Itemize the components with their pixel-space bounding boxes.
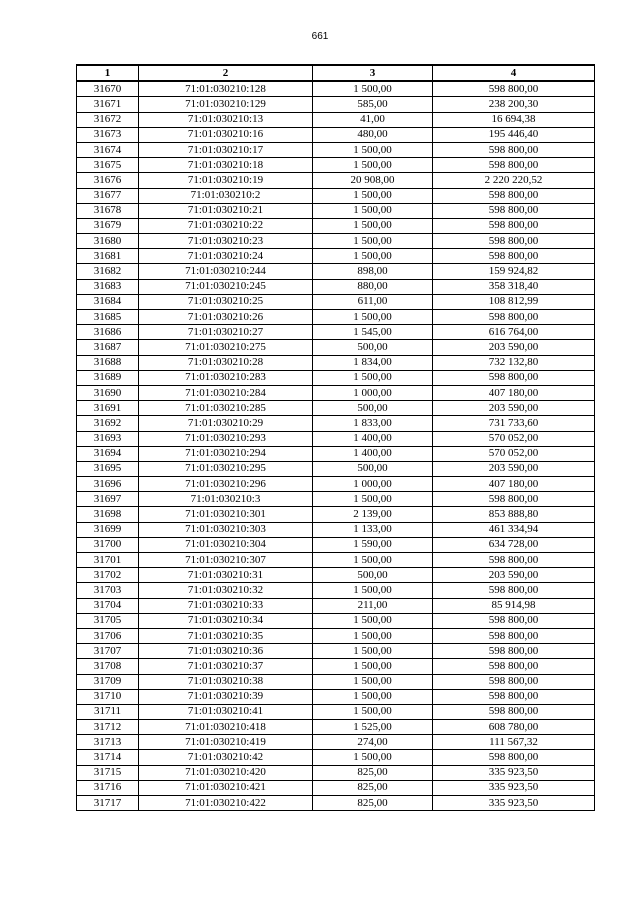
table-row — [77, 553, 595, 568]
cadastral-id-cell: 71:01:030210:128 — [139, 81, 313, 97]
cadastral-id-cell: 71:01:030210:275 — [139, 340, 313, 355]
table-row — [77, 203, 595, 218]
area-cell: 1 834,00 — [313, 355, 433, 370]
row-number-cell: 31681 — [77, 249, 139, 264]
column-header-value: 4 — [433, 65, 595, 81]
table-row — [77, 127, 595, 142]
area-cell: 1 500,00 — [313, 492, 433, 507]
cadastral-id-cell: 71:01:030210:17 — [139, 142, 313, 157]
value-cell: 598 800,00 — [433, 218, 595, 233]
value-cell: 335 923,50 — [433, 780, 595, 795]
row-number-cell: 31700 — [77, 537, 139, 552]
value-cell: 598 800,00 — [433, 553, 595, 568]
row-number-cell: 31711 — [77, 704, 139, 719]
table-row — [77, 173, 595, 188]
table-row — [77, 568, 595, 583]
row-number-cell: 31672 — [77, 112, 139, 127]
cadastral-id-cell: 71:01:030210:23 — [139, 234, 313, 249]
row-number-cell: 31676 — [77, 173, 139, 188]
value-cell: 598 800,00 — [433, 704, 595, 719]
row-number-cell: 31688 — [77, 355, 139, 370]
table-row — [77, 492, 595, 507]
area-cell: 825,00 — [313, 780, 433, 795]
value-cell: 598 800,00 — [433, 492, 595, 507]
row-number-cell: 31699 — [77, 522, 139, 537]
area-cell: 1 500,00 — [313, 142, 433, 157]
value-cell: 598 800,00 — [433, 370, 595, 385]
area-cell: 1 000,00 — [313, 477, 433, 492]
table-row — [77, 598, 595, 613]
table-body — [77, 81, 595, 811]
row-number-cell: 31679 — [77, 218, 139, 233]
row-number-cell: 31692 — [77, 416, 139, 431]
value-cell: 616 764,00 — [433, 325, 595, 340]
cadastral-id-cell: 71:01:030210:35 — [139, 628, 313, 643]
cadastral-id-cell: 71:01:030210:28 — [139, 355, 313, 370]
value-cell: 108 812,99 — [433, 294, 595, 309]
area-cell: 1 590,00 — [313, 537, 433, 552]
cadastral-id-cell: 71:01:030210:26 — [139, 310, 313, 325]
value-cell: 598 800,00 — [433, 158, 595, 173]
area-cell: 1 133,00 — [313, 522, 433, 537]
area-cell: 274,00 — [313, 735, 433, 750]
row-number-cell: 31677 — [77, 188, 139, 203]
value-cell: 853 888,80 — [433, 507, 595, 522]
value-cell: 598 800,00 — [433, 674, 595, 689]
row-number-cell: 31703 — [77, 583, 139, 598]
row-number-cell: 31707 — [77, 644, 139, 659]
row-number-cell: 31678 — [77, 203, 139, 218]
table-row — [77, 461, 595, 476]
table-row — [77, 81, 595, 97]
area-cell: 1 500,00 — [313, 583, 433, 598]
cadastral-id-cell: 71:01:030210:420 — [139, 765, 313, 780]
value-cell: 732 132,80 — [433, 355, 595, 370]
value-cell: 731 733,60 — [433, 416, 595, 431]
area-cell: 1 833,00 — [313, 416, 433, 431]
value-cell: 598 800,00 — [433, 628, 595, 643]
area-cell: 1 500,00 — [313, 370, 433, 385]
cadastral-id-cell: 71:01:030210:419 — [139, 735, 313, 750]
table-row — [77, 720, 595, 735]
column-header-area: 3 — [313, 65, 433, 81]
table-row — [77, 370, 595, 385]
row-number-cell: 31673 — [77, 127, 139, 142]
area-cell: 1 500,00 — [313, 674, 433, 689]
row-number-cell: 31698 — [77, 507, 139, 522]
cadastral-id-cell: 71:01:030210:295 — [139, 461, 313, 476]
table-row — [77, 674, 595, 689]
cadastral-id-cell: 71:01:030210:284 — [139, 385, 313, 400]
cadastral-id-cell: 71:01:030210:303 — [139, 522, 313, 537]
area-cell: 500,00 — [313, 401, 433, 416]
row-number-cell: 31686 — [77, 325, 139, 340]
table-row — [77, 644, 595, 659]
value-cell: 16 694,38 — [433, 112, 595, 127]
cadastral-id-cell: 71:01:030210:293 — [139, 431, 313, 446]
value-cell: 203 590,00 — [433, 461, 595, 476]
row-number-cell: 31702 — [77, 568, 139, 583]
row-number-cell: 31713 — [77, 735, 139, 750]
row-number-cell: 31716 — [77, 780, 139, 795]
table-row — [77, 325, 595, 340]
cadastral-id-cell: 71:01:030210:2 — [139, 188, 313, 203]
area-cell: 1 545,00 — [313, 325, 433, 340]
cadastral-id-cell: 71:01:030210:21 — [139, 203, 313, 218]
cadastral-id-cell: 71:01:030210:25 — [139, 294, 313, 309]
area-cell: 41,00 — [313, 112, 433, 127]
value-cell: 598 800,00 — [433, 142, 595, 157]
cadastral-id-cell: 71:01:030210:16 — [139, 127, 313, 142]
area-cell: 1 500,00 — [313, 704, 433, 719]
area-cell: 1 500,00 — [313, 689, 433, 704]
cadastral-id-cell: 71:01:030210:38 — [139, 674, 313, 689]
area-cell: 1 500,00 — [313, 644, 433, 659]
value-cell: 598 800,00 — [433, 644, 595, 659]
table-row — [77, 583, 595, 598]
table-row — [77, 218, 595, 233]
value-cell: 85 914,98 — [433, 598, 595, 613]
table-row — [77, 704, 595, 719]
area-cell: 1 500,00 — [313, 310, 433, 325]
row-number-cell: 31674 — [77, 142, 139, 157]
value-cell: 203 590,00 — [433, 568, 595, 583]
value-cell: 358 318,40 — [433, 279, 595, 294]
table-row — [77, 279, 595, 294]
table-row — [77, 780, 595, 795]
area-cell: 20 908,00 — [313, 173, 433, 188]
table-row — [77, 188, 595, 203]
cadastral-id-cell: 71:01:030210:421 — [139, 780, 313, 795]
area-cell: 500,00 — [313, 461, 433, 476]
table-row — [77, 142, 595, 157]
area-cell: 585,00 — [313, 97, 433, 112]
cadastral-id-cell: 71:01:030210:31 — [139, 568, 313, 583]
table-row — [77, 385, 595, 400]
value-cell: 195 446,40 — [433, 127, 595, 142]
cadastral-value-table — [76, 64, 595, 811]
area-cell: 1 400,00 — [313, 446, 433, 461]
row-number-cell: 31693 — [77, 431, 139, 446]
row-number-cell: 31717 — [77, 796, 139, 811]
area-cell: 898,00 — [313, 264, 433, 279]
table-row — [77, 446, 595, 461]
area-cell: 1 500,00 — [313, 628, 433, 643]
row-number-cell: 31706 — [77, 628, 139, 643]
value-cell: 407 180,00 — [433, 385, 595, 400]
cadastral-id-cell: 71:01:030210:129 — [139, 97, 313, 112]
area-cell: 1 500,00 — [313, 158, 433, 173]
row-number-cell: 31710 — [77, 689, 139, 704]
table-row — [77, 112, 595, 127]
cadastral-id-cell: 71:01:030210:41 — [139, 704, 313, 719]
cadastral-id-cell: 71:01:030210:39 — [139, 689, 313, 704]
cadastral-id-cell: 71:01:030210:24 — [139, 249, 313, 264]
area-cell: 880,00 — [313, 279, 433, 294]
area-cell: 480,00 — [313, 127, 433, 142]
area-cell: 1 500,00 — [313, 188, 433, 203]
table-row — [77, 340, 595, 355]
area-cell: 2 139,00 — [313, 507, 433, 522]
area-cell: 211,00 — [313, 598, 433, 613]
row-number-cell: 31671 — [77, 97, 139, 112]
table-row — [77, 765, 595, 780]
value-cell: 598 800,00 — [433, 689, 595, 704]
row-number-cell: 31685 — [77, 310, 139, 325]
value-cell: 238 200,30 — [433, 97, 595, 112]
value-cell: 570 052,00 — [433, 446, 595, 461]
row-number-cell: 31712 — [77, 720, 139, 735]
value-cell: 203 590,00 — [433, 401, 595, 416]
table-row — [77, 796, 595, 811]
row-number-cell: 31704 — [77, 598, 139, 613]
table-row — [77, 310, 595, 325]
row-number-cell: 31695 — [77, 461, 139, 476]
table-row — [77, 234, 595, 249]
table-row — [77, 613, 595, 628]
table-row — [77, 431, 595, 446]
cadastral-id-cell: 71:01:030210:296 — [139, 477, 313, 492]
value-cell: 598 800,00 — [433, 659, 595, 674]
value-cell: 598 800,00 — [433, 203, 595, 218]
area-cell: 1 500,00 — [313, 659, 433, 674]
cadastral-id-cell: 71:01:030210:3 — [139, 492, 313, 507]
area-cell: 825,00 — [313, 765, 433, 780]
page-number: 661 — [311, 31, 329, 42]
table-row — [77, 477, 595, 492]
value-cell: 598 800,00 — [433, 583, 595, 598]
table-row — [77, 355, 595, 370]
row-number-cell: 31709 — [77, 674, 139, 689]
cadastral-id-cell: 71:01:030210:27 — [139, 325, 313, 340]
table-row — [77, 537, 595, 552]
area-cell: 1 500,00 — [313, 750, 433, 765]
area-cell: 611,00 — [313, 294, 433, 309]
area-cell: 1 500,00 — [313, 218, 433, 233]
cadastral-id-cell: 71:01:030210:418 — [139, 720, 313, 735]
cadastral-id-cell: 71:01:030210:29 — [139, 416, 313, 431]
area-cell: 825,00 — [313, 796, 433, 811]
value-cell: 598 800,00 — [433, 750, 595, 765]
column-header-cadastral-id: 2 — [139, 65, 313, 81]
cadastral-id-cell: 71:01:030210:36 — [139, 644, 313, 659]
row-number-cell: 31680 — [77, 234, 139, 249]
cadastral-id-cell: 71:01:030210:13 — [139, 112, 313, 127]
table-row — [77, 158, 595, 173]
area-cell: 1 500,00 — [313, 203, 433, 218]
table-row — [77, 735, 595, 750]
table-row — [77, 522, 595, 537]
area-cell: 1 500,00 — [313, 234, 433, 249]
row-number-cell: 31708 — [77, 659, 139, 674]
cadastral-id-cell: 71:01:030210:294 — [139, 446, 313, 461]
row-number-cell: 31705 — [77, 613, 139, 628]
cadastral-id-cell: 71:01:030210:244 — [139, 264, 313, 279]
area-cell: 500,00 — [313, 340, 433, 355]
value-cell: 570 052,00 — [433, 431, 595, 446]
row-number-cell: 31697 — [77, 492, 139, 507]
table-row — [77, 750, 595, 765]
cadastral-id-cell: 71:01:030210:304 — [139, 537, 313, 552]
table-row — [77, 628, 595, 643]
area-cell: 500,00 — [313, 568, 433, 583]
value-cell: 598 800,00 — [433, 613, 595, 628]
value-cell: 461 334,94 — [433, 522, 595, 537]
cadastral-id-cell: 71:01:030210:37 — [139, 659, 313, 674]
value-cell: 111 567,32 — [433, 735, 595, 750]
value-cell: 335 923,50 — [433, 796, 595, 811]
area-cell: 1 500,00 — [313, 81, 433, 97]
value-cell: 598 800,00 — [433, 234, 595, 249]
cadastral-id-cell: 71:01:030210:18 — [139, 158, 313, 173]
value-cell: 634 728,00 — [433, 537, 595, 552]
row-number-cell: 31690 — [77, 385, 139, 400]
cadastral-id-cell: 71:01:030210:422 — [139, 796, 313, 811]
value-cell: 335 923,50 — [433, 765, 595, 780]
column-header-number: 1 — [77, 65, 139, 81]
table-row — [77, 659, 595, 674]
cadastral-id-cell: 71:01:030210:32 — [139, 583, 313, 598]
table-row — [77, 507, 595, 522]
area-cell: 1 500,00 — [313, 249, 433, 264]
value-cell: 598 800,00 — [433, 188, 595, 203]
row-number-cell: 31694 — [77, 446, 139, 461]
area-cell: 1 500,00 — [313, 613, 433, 628]
area-cell: 1 525,00 — [313, 720, 433, 735]
cadastral-id-cell: 71:01:030210:307 — [139, 553, 313, 568]
row-number-cell: 31682 — [77, 264, 139, 279]
value-cell: 407 180,00 — [433, 477, 595, 492]
table-row — [77, 264, 595, 279]
value-cell: 598 800,00 — [433, 249, 595, 264]
row-number-cell: 31687 — [77, 340, 139, 355]
value-cell: 203 590,00 — [433, 340, 595, 355]
table-row — [77, 401, 595, 416]
table-row — [77, 249, 595, 264]
cadastral-id-cell: 71:01:030210:34 — [139, 613, 313, 628]
cadastral-id-cell: 71:01:030210:301 — [139, 507, 313, 522]
row-number-cell: 31670 — [77, 81, 139, 97]
row-number-cell: 31683 — [77, 279, 139, 294]
value-cell: 2 220 220,52 — [433, 173, 595, 188]
table-row — [77, 294, 595, 309]
value-cell: 608 780,00 — [433, 720, 595, 735]
row-number-cell: 31675 — [77, 158, 139, 173]
value-cell: 598 800,00 — [433, 310, 595, 325]
cadastral-id-cell: 71:01:030210:19 — [139, 173, 313, 188]
table-row — [77, 97, 595, 112]
row-number-cell: 31689 — [77, 370, 139, 385]
row-number-cell: 31691 — [77, 401, 139, 416]
area-cell: 1 000,00 — [313, 385, 433, 400]
row-number-cell: 31701 — [77, 553, 139, 568]
area-cell: 1 500,00 — [313, 553, 433, 568]
row-number-cell: 31714 — [77, 750, 139, 765]
value-cell: 159 924,82 — [433, 264, 595, 279]
cadastral-id-cell: 71:01:030210:285 — [139, 401, 313, 416]
table-row — [77, 416, 595, 431]
area-cell: 1 400,00 — [313, 431, 433, 446]
row-number-cell: 31715 — [77, 765, 139, 780]
cadastral-id-cell: 71:01:030210:42 — [139, 750, 313, 765]
cadastral-id-cell: 71:01:030210:33 — [139, 598, 313, 613]
table-row — [77, 689, 595, 704]
row-number-cell: 31696 — [77, 477, 139, 492]
cadastral-id-cell: 71:01:030210:245 — [139, 279, 313, 294]
row-number-cell: 31684 — [77, 294, 139, 309]
cadastral-id-cell: 71:01:030210:283 — [139, 370, 313, 385]
cadastral-id-cell: 71:01:030210:22 — [139, 218, 313, 233]
table-header-row — [77, 65, 595, 81]
value-cell: 598 800,00 — [433, 81, 595, 97]
